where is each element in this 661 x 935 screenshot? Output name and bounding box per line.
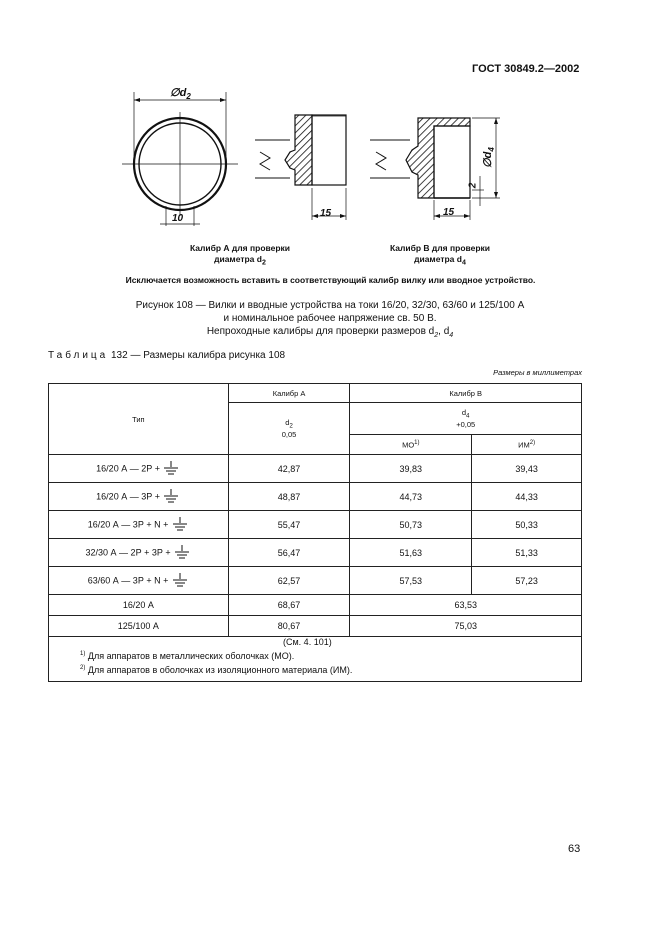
cell-mo: 50,73 — [350, 511, 472, 539]
gauge-drawing — [100, 80, 520, 240]
header-d4: $d_4$ +0,05 — [350, 403, 582, 435]
cell-im: 44,33 — [472, 483, 582, 511]
cell-kalibr-b: 75,03 — [350, 616, 582, 637]
cell-type: 16/20 А — [49, 595, 229, 616]
cell-mo: 39,83 — [350, 455, 472, 483]
header-kalibr-a: Калибр А — [228, 384, 350, 403]
gauge-b-section-view — [370, 118, 500, 220]
ground-icon — [171, 573, 189, 589]
footnote-2: $^{2)}$ Для аппаратов в оболочках из изоляционного материала (ИМ). — [80, 665, 353, 675]
table-row — [49, 539, 582, 567]
dim-d4-label: $\emptyset d_4$ — [481, 147, 496, 168]
figure-caption: Рисунок 108 — Вилки и вводные устройства на токи 16/20, 32/30, 63/60 и 125/100 А и номинальное рабочее напряжение св. 50 В. Непроходные калибры для проверки размеров $d_2$, $d_4$ — [135, 300, 525, 339]
gauge-a-front-view — [122, 92, 238, 226]
dim-15-b-label: 15 — [443, 207, 455, 218]
cell-mo: 51,63 — [350, 539, 472, 567]
table-reference: (См. 4. 101) — [283, 637, 332, 647]
header-d2: $d_2$ 0,05 — [228, 403, 350, 455]
table-row — [49, 511, 582, 539]
table-row — [49, 483, 582, 511]
caption-gauge-b: Калибр В для проверки диаметра $d_4$ — [389, 243, 491, 267]
cell-type: 125/100 А — [49, 616, 229, 637]
page-number: 63 — [568, 843, 581, 855]
table-row — [49, 455, 582, 483]
ground-icon — [173, 545, 191, 561]
cell-kalibr-a: 55,47 — [228, 511, 350, 539]
gauge-a-section-view — [255, 115, 346, 220]
cell-im: 51,33 — [472, 539, 582, 567]
cell-im: 39,43 — [472, 455, 582, 483]
ground-icon — [162, 461, 180, 477]
cell-mo: 44,73 — [350, 483, 472, 511]
cell-kalibr-a: 80,67 — [228, 616, 350, 637]
cell-type: 63/60 А — 3Р + N + — [49, 567, 229, 595]
ground-icon — [162, 489, 180, 505]
table-row — [49, 595, 582, 616]
cell-kalibr-a: 42,87 — [228, 455, 350, 483]
table-row — [49, 616, 582, 637]
header-im: ИМ$^{2)}$ — [472, 435, 582, 455]
ground-icon — [171, 517, 189, 533]
cell-mo: 57,53 — [350, 567, 472, 595]
cell-type: 32/30 А — 2Р + 3Р + — [49, 539, 229, 567]
units-note: Размеры в миллиметрах — [493, 368, 582, 377]
cell-kalibr-a: 62,57 — [228, 567, 350, 595]
table-title: Таблица 132 — Размеры калибра рисунка 108 — [48, 350, 286, 361]
dim-d2-label: $\emptyset d_2$ — [170, 87, 191, 102]
cell-type: 16/20 А — 3Р + — [49, 483, 229, 511]
dim-2-label: 2 — [467, 182, 479, 189]
document-code: ГОСТ 30849.2—2002 — [472, 63, 580, 75]
header-kalibr-b: Калибр В — [350, 384, 582, 403]
cell-im: 50,33 — [472, 511, 582, 539]
dim-15-a-label: 15 — [320, 208, 332, 219]
dim-10-label: 10 — [172, 213, 184, 224]
table-row — [49, 567, 582, 595]
figure-note: Исключается возможность вставить в соответствующий калибр вилку или вводное устройство. — [125, 275, 536, 285]
cell-im: 57,23 — [472, 567, 582, 595]
cell-kalibr-b: 63,53 — [350, 595, 582, 616]
cell-kalibr-a: 56,47 — [228, 539, 350, 567]
cell-type: 16/20 А — 3Р + N + — [49, 511, 229, 539]
cell-kalibr-a: 48,87 — [228, 483, 350, 511]
header-mo: МО$^{1)}$ — [350, 435, 472, 455]
header-type: Тип — [49, 384, 229, 455]
footnote-1: $^{1)}$ Для аппаратов в металлических оболочках (МО). — [80, 651, 295, 661]
caption-gauge-a: Калибр А для проверки диаметра $d_2$ — [189, 243, 291, 267]
table-notes — [80, 636, 352, 676]
cell-type: 16/20 А — 2Р + — [49, 455, 229, 483]
cell-kalibr-a: 68,67 — [228, 595, 350, 616]
